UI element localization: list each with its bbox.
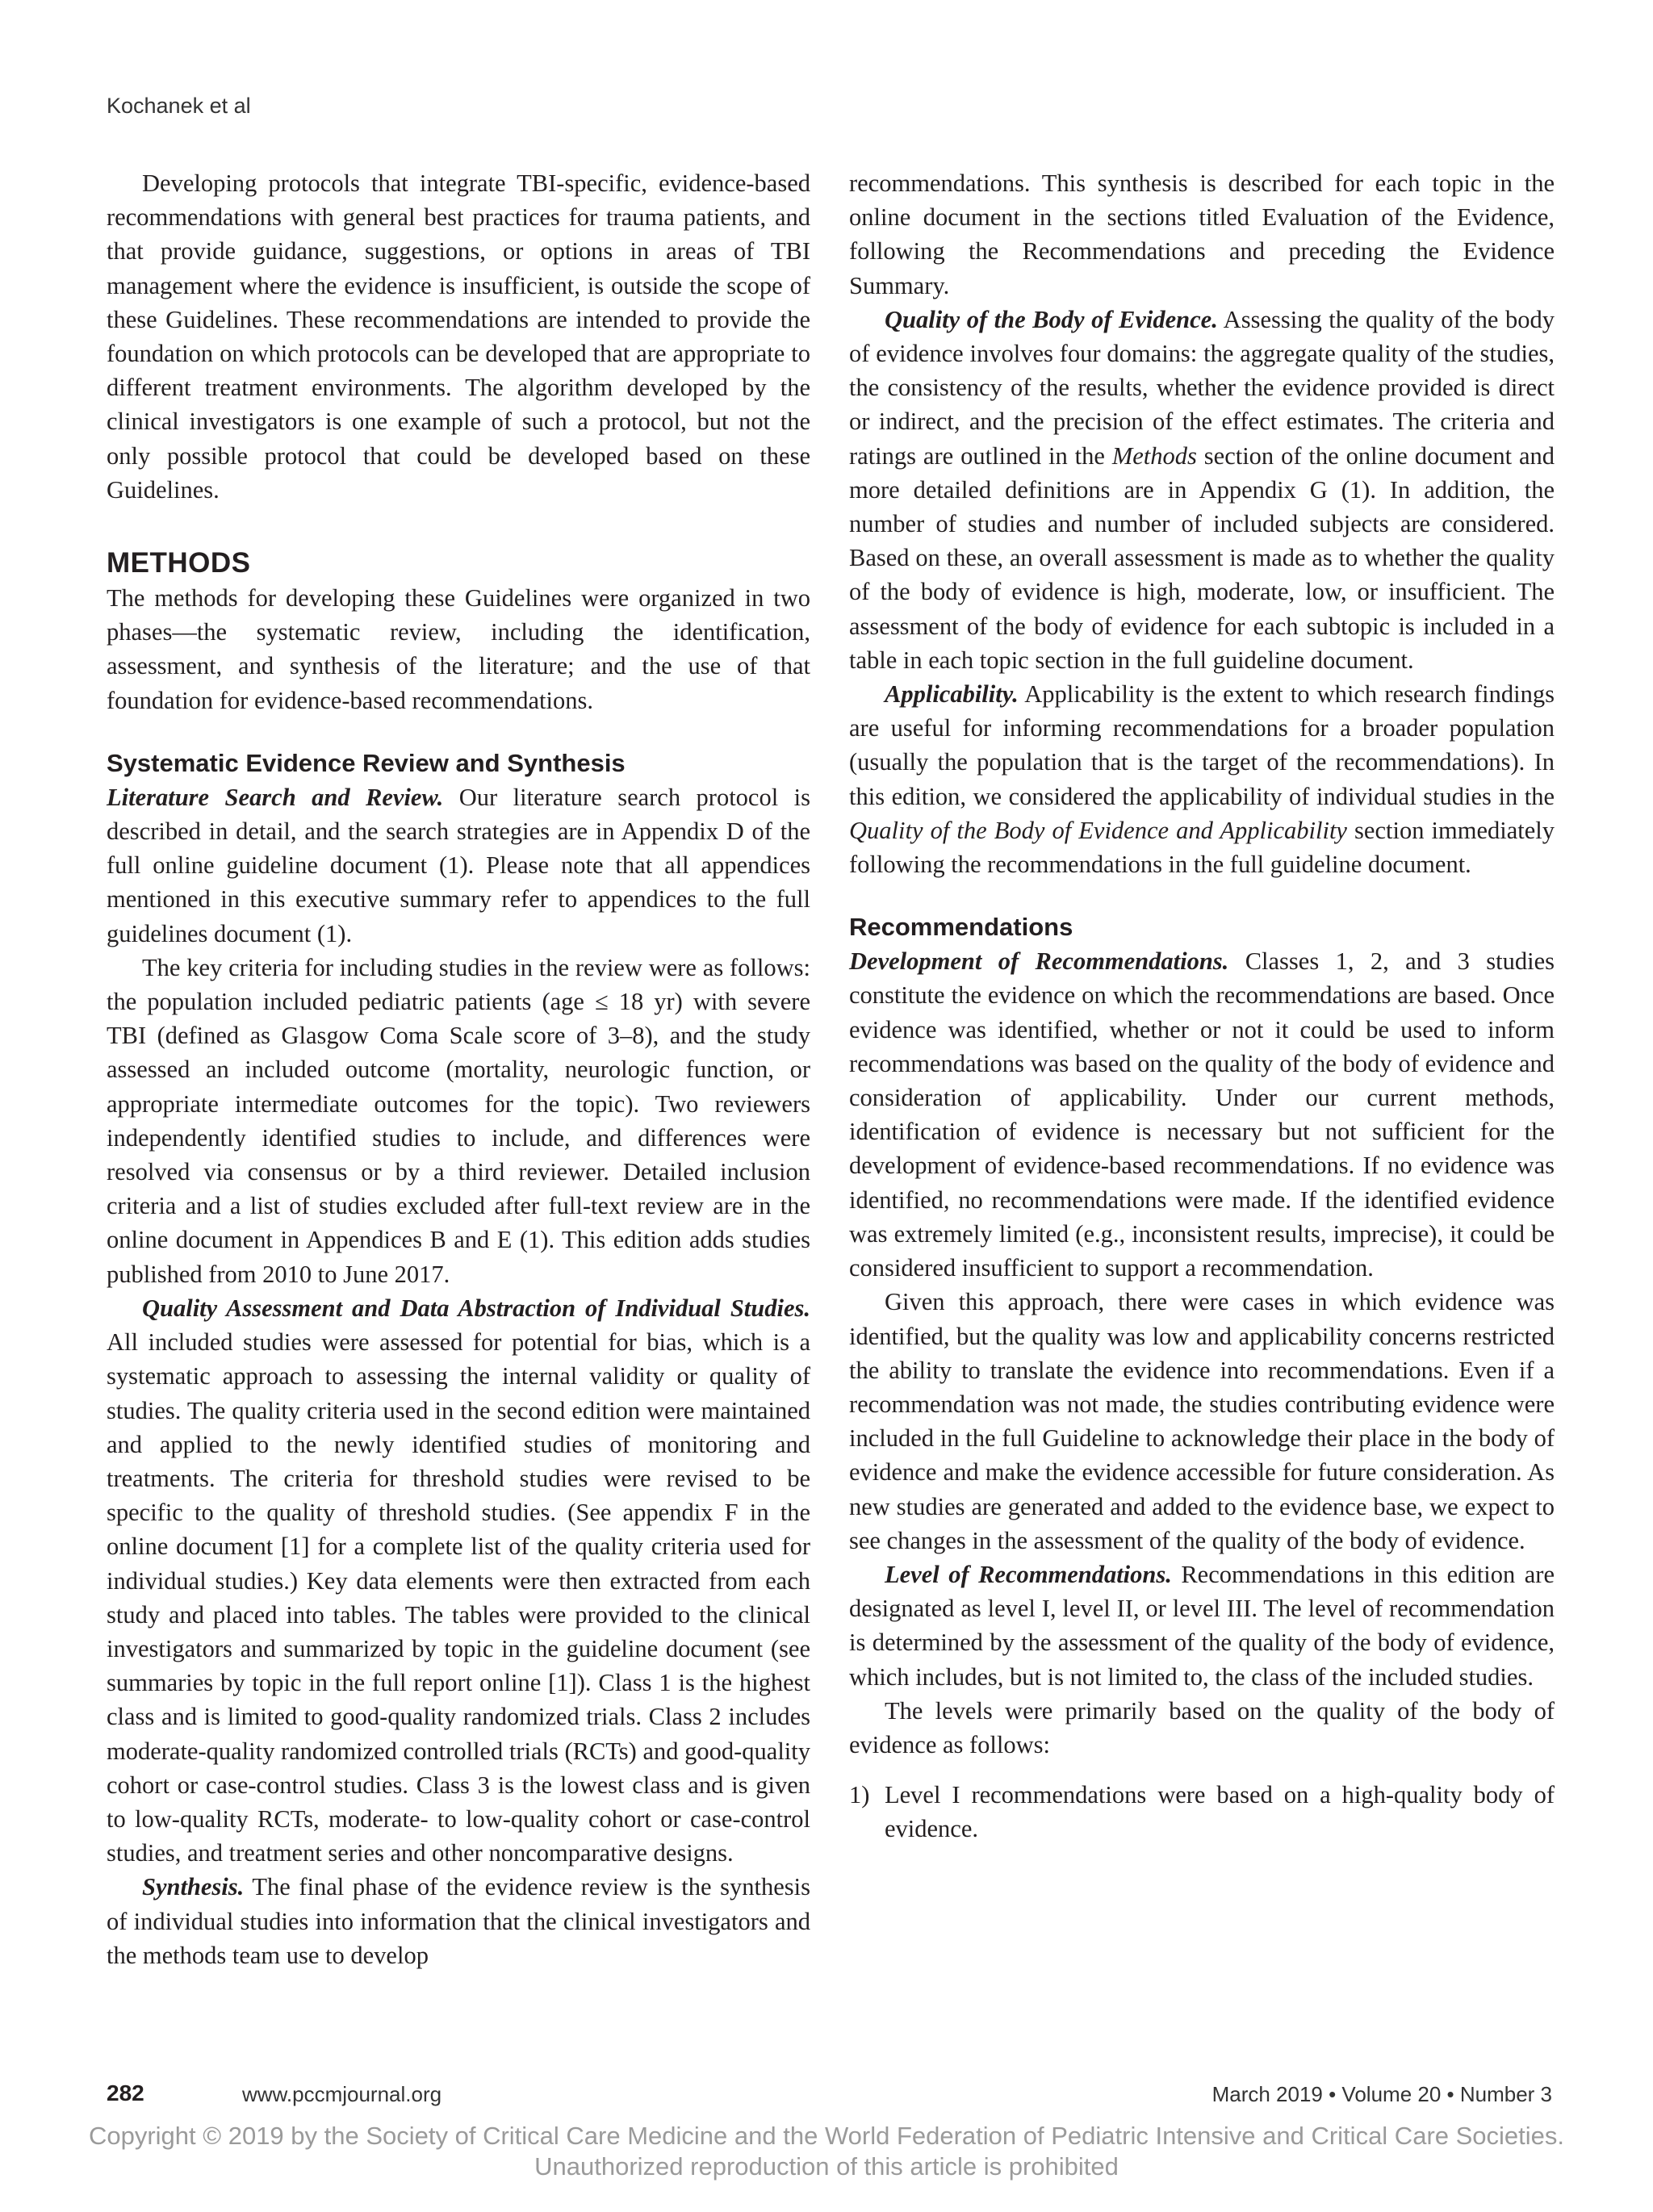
applicability-text-1: Applicability is the extent to which research findings are useful for informing recommendations for a broader population (usually the population that is the target of the recommendations). In this edition, we considered the applicability of individual studies in the [849, 680, 1555, 810]
body-quality-text-1: Assessing the quality of the body of evidence involves four domains: the aggregate quality of the studies, the consistency of the results, whether the evidence provided is direct or indirect, and the precision of the effect estimates. The criteria and ratings are outlined in the [849, 305, 1555, 470]
level-run-in: Level of Recommendations. [885, 1560, 1172, 1588]
issue-info: March 2019 • Volume 20 • Number 3 [1212, 2082, 1552, 2106]
literature-search-run-in: Literature Search and Review. [107, 783, 444, 811]
list-item-text: Level I recommendations were based on a high-quality body of evidence. [885, 1781, 1555, 1843]
journal-url: www.pccmjournal.org [242, 2082, 442, 2106]
synthesis-paragraph [107, 1870, 810, 1972]
body-quality-run-in: Quality of the Body of Evidence. [885, 305, 1218, 333]
quality-assessment-text: All included studies were assessed for potential for bias, which is a systematic approach to assessing the internal validity or quality of studies. The quality criteria used in the second edition were maintained and applied to the newly identified studies of monitoring and treatments. The criteria for threshold studies were revised to be specific to the quality of threshold studies. (See appendix F in the online document [1] for a complete list of the quality criteria used for individual studies.) Key data elements were then extracted from each study and placed into tables. The tables were provided to the clinical investigators and summarized by topic in the guideline document (see summaries by topic in the full report online [1]). Class 1 is the highest class and is limited to good-quality randomized trials. Class 2 includes moderate-quality randomized controlled trials (RCTs) and good-quality cohort or case-control studies. Class 3 is the lowest class and is given to low-quality RCTs, moderate- to low-quality cohort or case-control studies, and treatment series and other noncomparative designs. [107, 1328, 810, 1867]
list-item [849, 1778, 1555, 1846]
copyright-notice [0, 2121, 1653, 2182]
synthesis-text: The final phase of the evidence review is the synthesis of individual studies into information that the clinical investigators and the methods team use to develop [107, 1873, 810, 1969]
level-paragraph [849, 1558, 1555, 1694]
synthesis-run-in: Synthesis. [142, 1873, 245, 1901]
approach-paragraph: Given this approach, there were cases in which evidence was identified, but the quality was low and applicability concerns restricted the ability to translate the evidence into recommendations. Even if a recommendation was not made, the studies contributing evidence were included in the full Guideline to acknowledge their place in the body of evidence and make the evidence accessible for future consideration. As new studies are generated and added to the evidence base, we expect to see changes in the assessment of the quality of the body of evidence. [849, 1288, 1555, 1554]
copyright-line-2: Unauthorized reproduction of this article is prohibited [534, 2152, 1119, 2181]
list-item-number: 1) [849, 1781, 870, 1809]
intro-paragraph: Developing protocols that integrate TBI-specific, evidence-based recommendations with general best practices for trauma patients, and that provide guidance, suggestions, or options in areas of TBI management where the evidence is insufficient, is outside the scope of these Guidelines. These recommendations are intended to provide the foundation on which protocols can be developed that are appropriate to different treatment environments. The algorithm developed by the clinical investigators is one example of such a protocol, but not the only possible protocol that could be developed based on these Guidelines. [107, 169, 810, 504]
literature-search-paragraph [107, 780, 810, 951]
levels-list [849, 1778, 1555, 1846]
continued-paragraph: recommendations. This synthesis is described for each topic in the online document in the sections titled Evaluation of the Evidence, following the Recommendations and preceding the Evidence Summary. [849, 169, 1555, 299]
right-column [849, 166, 1555, 1846]
level-text: Recommendations in this edition are designated as level I, level II, or level III. The level of recommendation is determined by the assessment of the quality of the body of evidence, which includes, but is not limited to, the class of the included studies. [849, 1560, 1555, 1691]
running-head: Kochanek et al [107, 94, 251, 118]
quality-assessment-run-in: Quality Assessment and Data Abstraction of Individual Studies. [142, 1294, 810, 1322]
systematic-review-heading: Systematic Evidence Review and Synthesis [107, 748, 626, 777]
applicability-run-in: Applicability. [885, 680, 1019, 709]
copyright-line-1: Copyright © 2019 by the Society of Critical Care Medicine and the World Federation of Pediatric Intensive and Critical Care Societies. [88, 2122, 1565, 2150]
development-paragraph [849, 944, 1555, 1285]
development-text: Classes 1, 2, and 3 studies constitute the evidence on which the recommendations are based. Once evidence was identified, whether or not it could be used to inform recommendations was based on the quality of the body of evidence and consideration of applicability. Under our current methods, identification of evidence is necessary but not sufficient for the development of evidence-based recommendations. If no evidence was identified, no recommendations were made. If the identified evidence was extremely limited (e.g., inconsistent results, imprecise), it could be considered insufficient to support a recommendation. [849, 947, 1555, 1282]
page-number: 282 [107, 2080, 144, 2105]
applicability-italic: Quality of the Body of Evidence and Applicability [849, 816, 1347, 844]
methods-paragraph: The methods for developing these Guidelines were organized in two phases—the systematic review, including the identification, assessment, and synthesis of the literature; and the use of that foundation for evidence-based recommendations. [107, 584, 810, 714]
levels-intro-paragraph: The levels were primarily based on the quality of the body of evidence as follows: [849, 1696, 1555, 1758]
methods-italic: Methods [1111, 441, 1197, 470]
body-quality-paragraph [849, 303, 1555, 677]
left-column [107, 166, 810, 1972]
methods-heading: METHODS [107, 547, 251, 579]
body-quality-text-2: section of the online document and more detailed definitions are in Appendix G (1). In addition, the number of studies and number of included subjects are considered. Based on these, an overall assessment is made as to whether the quality of the body of evidence is high, moderate, low, or insufficient. The assessment of the body of evidence for each subtopic is included in a table in each topic section in the full guideline document. [849, 441, 1555, 674]
applicability-paragraph [849, 677, 1555, 881]
inclusion-criteria-paragraph: The key criteria for including studies in the review were as follows: the population included pediatric patients (age ≤ 18 yr) with severe TBI (defined as Glasgow Coma Scale score of 3–8), and the study assessed an included outcome (mortality, neurologic function, or appropriate intermediate outcomes for the topic). Two reviewers independently identified studies to include, and differences were resolved via consensus or by a third reviewer. Detailed inclusion criteria and a list of studies excluded after full-text review are in the online document in Appendices B and E (1). This edition adds studies published from 2010 to June 2017. [107, 953, 810, 1288]
quality-assessment-paragraph [107, 1291, 810, 1870]
development-run-in: Development of Recommendations. [849, 947, 1229, 976]
applicability-text-2: section immediately following the recommendations in the full guideline document. [849, 816, 1555, 879]
literature-search-text: Our literature search protocol is described in detail, and the search strategies are in Appendix D of the full online guideline document (1). Please note that all appendices mentioned in this executive summary refer to appendices to the full guidelines document (1). [107, 783, 810, 947]
recommendations-heading: Recommendations [849, 913, 1073, 942]
